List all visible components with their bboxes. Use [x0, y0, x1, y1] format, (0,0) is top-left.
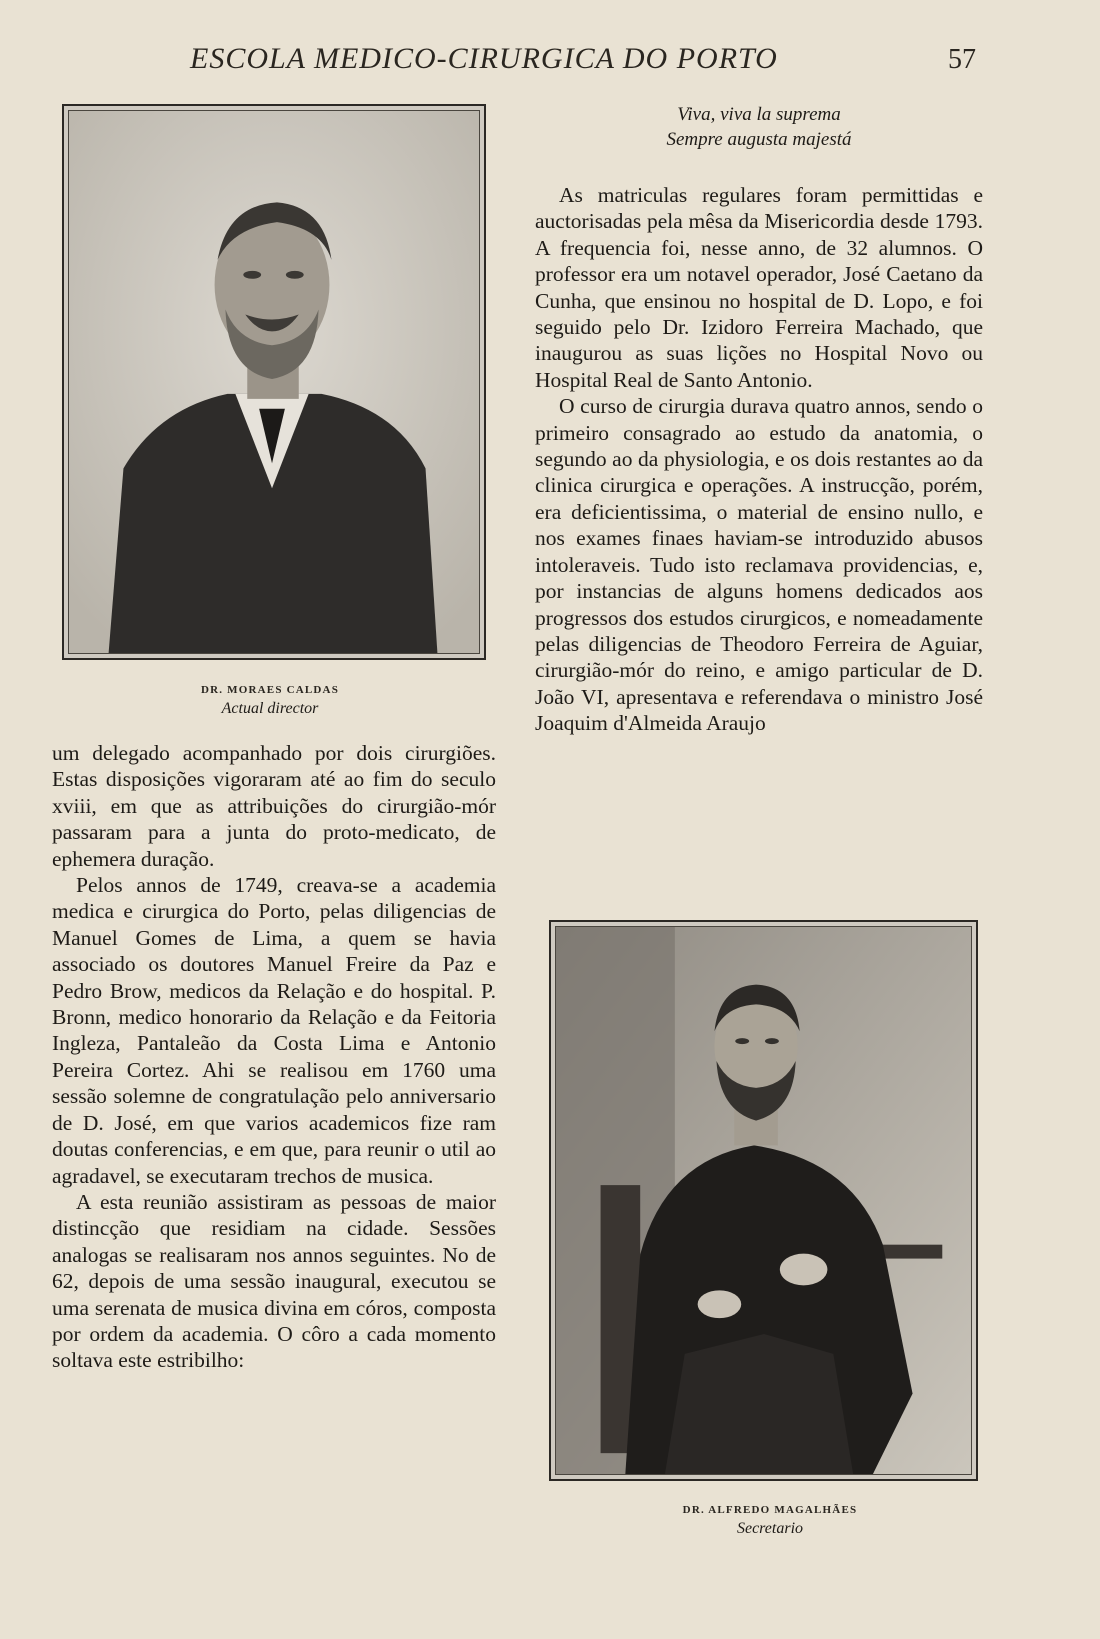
paragraph: um delegado acompanhado por dois cirurgiões. Estas disposições vigoraram até ao fim do seculo xviii, em que as attribuições do cirurgião-mór passaram para a junta do proto-medicato, de ephemera duração. [52, 741, 496, 871]
portrait-caption [640, 1504, 900, 1538]
portrait-photo [69, 111, 479, 653]
paragraph: O curso de cirurgia durava quatro annos, sendo o primeiro consagrado ao estudo da anatomia, o segundo ao da physiologia, e os dois restantes ao da clinica cirurgica e operações. A instrucção, porém, era deficientissima, o material de ensino nullo, e nos exames finaes haviam-se introduzido abusos intoleraveis. Tudo isto reclamava providencias, e, por instancias de alguns homens dedicados aos progressos dos estudos cirurgicos, e nomeadamente pelas diligencias de Theodoro Ferreira de Aguiar, cirurgião-mór do reino, e amigo particular de D. João VI, apresentava e referendava o ministro José Joaquim d'Almeida Araujo [535, 394, 983, 736]
caption-role: Actual director [221, 700, 319, 717]
portrait-photo [556, 927, 971, 1474]
caption-name: DR. ALFREDO MAGALHÃES [682, 1504, 858, 1516]
left-column [52, 740, 496, 1374]
portrait-alfredo-magalhaes [549, 920, 978, 1481]
verse-block [535, 102, 983, 152]
page-number: 57 [948, 44, 976, 75]
paragraph: A esta reunião assistiram as pessoas de maior distincção que residiam na cidade. Sessões analogas se realisaram nos annos seguintes. No de 62, depois de uma sessão inaugural, executou se uma serenata de musica divina em córos, composta por ordem da academia. O côro a cada momento soltava este estribilho: [52, 1189, 496, 1373]
verse-line: Viva, viva la suprema [677, 104, 841, 125]
paragraph: As matriculas regulares foram permittidas e auctorisadas pela mêsa da Misericordia desde 1793. A frequencia foi, nesse anno, de 32 alumnos. O professor era um notavel operador, José Caetano da Cunha, que ensinou no hospital de D. Lopo, e foi seguido pelo Dr. Izidoro Ferreira Machado, que inaugurou as suas lições no Hospital Novo ou Hospital Real de Santo Antonio. [535, 183, 983, 392]
portrait-moraes-caldas [62, 104, 486, 660]
portrait-caption [160, 684, 380, 718]
paragraph: Pelos annos de 1749, creava-se a academia medica e cirurgica do Porto, pelas diligencias de Manuel Gomes de Lima, a quem se havia associado os doutores Manuel Freire da Paz e Pedro Brow, medicos da Relação e do hospital. P. Bronn, medico honorario da Relação e da Feitoria Ingleza, Pantaleão da Costa Lima e Antonio Pereira Cortez. Ahi se realisou em 1760 uma sessão solemne de congratulação pelo anniversario de D. José, em que varios academicos fize ram doutas conferencias, e em que, para reunir o util ao agradavel, se executaram trechos de musica. [52, 873, 496, 1188]
verse-line: Sempre augusta majestá [666, 129, 852, 150]
caption-role: Secretario [736, 1520, 804, 1537]
running-header: ESCOLA MEDICO-CIRURGICA DO PORTO [190, 42, 778, 75]
right-column [535, 182, 983, 737]
caption-name: DR. MORAES CALDAS [200, 684, 340, 696]
